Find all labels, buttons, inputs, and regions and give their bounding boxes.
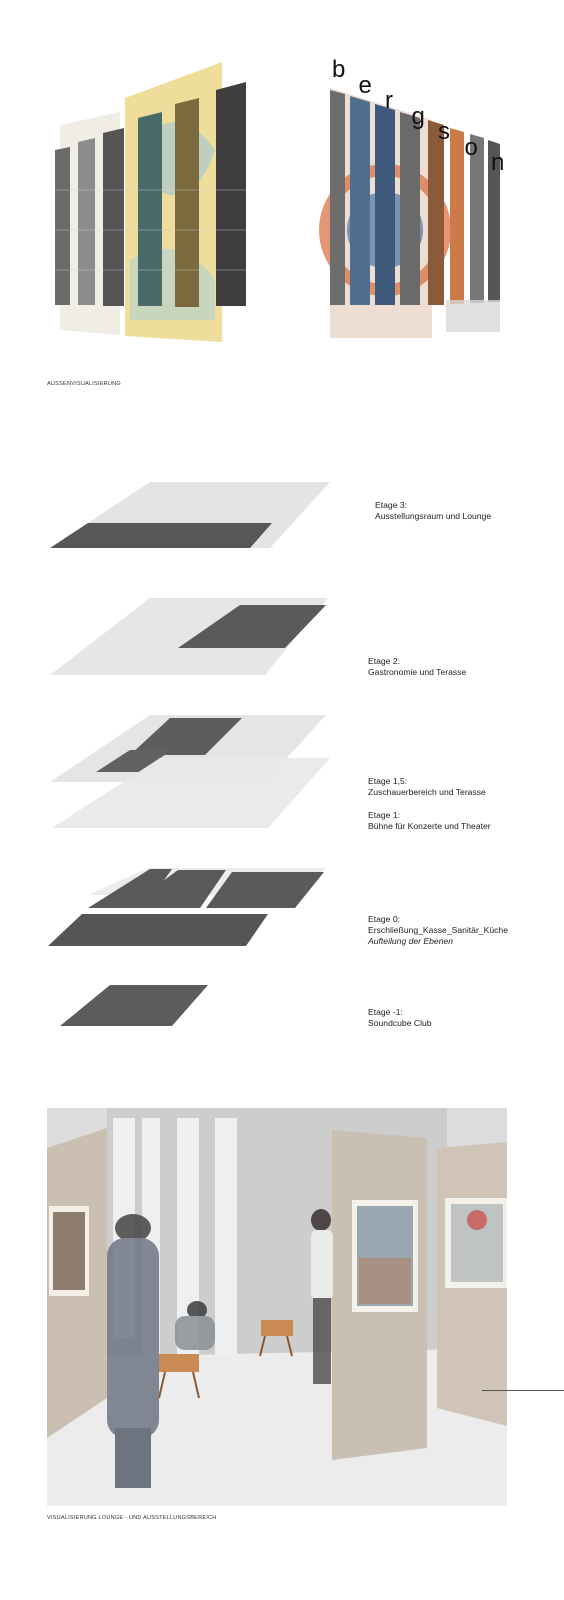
brand-letter: g — [411, 102, 425, 130]
slab-etage-2 — [50, 598, 328, 675]
etage-0-desc: Erschließung_Kasse_Sanitär_Küche — [368, 925, 508, 935]
brand-letter: o — [464, 133, 478, 161]
label-etage-2 — [368, 656, 466, 678]
brand-wordmark — [0, 0, 564, 200]
slab-etage-0 — [48, 868, 326, 946]
floor-diagram — [0, 470, 564, 1040]
side-rule — [482, 1390, 564, 1391]
interior-caption: VISUALISIERUNG LOUNGE - UND AUSSTELLUNGSBEREICH — [47, 1515, 217, 1521]
brand-letter: r — [385, 87, 393, 114]
etage-2-title: Etage 2: — [368, 656, 401, 666]
exterior-caption: AUSSENVISUALISIERUNG — [47, 381, 121, 387]
etage-0-title: Etage 0: — [368, 914, 401, 924]
etage-1-desc: Bühne für Konzerte und Theater — [368, 821, 491, 831]
label-etage-minus-1 — [368, 1007, 432, 1029]
etage-2-desc: Gastronomie und Terasse — [368, 667, 467, 677]
etage-3-title: Etage 3: — [375, 500, 408, 510]
label-etage-1-5 — [368, 776, 486, 798]
brand-letter: b — [332, 56, 346, 83]
etage-minus-1-title: Etage -1: — [368, 1007, 403, 1017]
brand-letter: n — [491, 149, 505, 176]
slab-etage-minus-1 — [60, 985, 208, 1026]
etage-3-desc: Ausstellungsraum und Lounge — [375, 511, 492, 521]
brand-letter: e — [358, 71, 372, 99]
label-etage-0 — [368, 914, 508, 947]
etage-1-title: Etage 1: — [368, 810, 401, 820]
etage-minus-1-desc: Soundcube Club — [368, 1018, 432, 1028]
etage-0-note: Aufteilung der Ebenen — [368, 936, 454, 946]
brand-letter: s — [438, 118, 450, 145]
label-etage-3 — [375, 500, 491, 522]
etage-1-5-desc: Zuschauerbereich und Terasse — [368, 787, 486, 797]
interior-visualization — [47, 1108, 507, 1506]
slab-etage-3 — [50, 482, 330, 548]
etage-1-5-title: Etage 1,5: — [368, 776, 408, 786]
label-etage-1 — [368, 810, 491, 832]
